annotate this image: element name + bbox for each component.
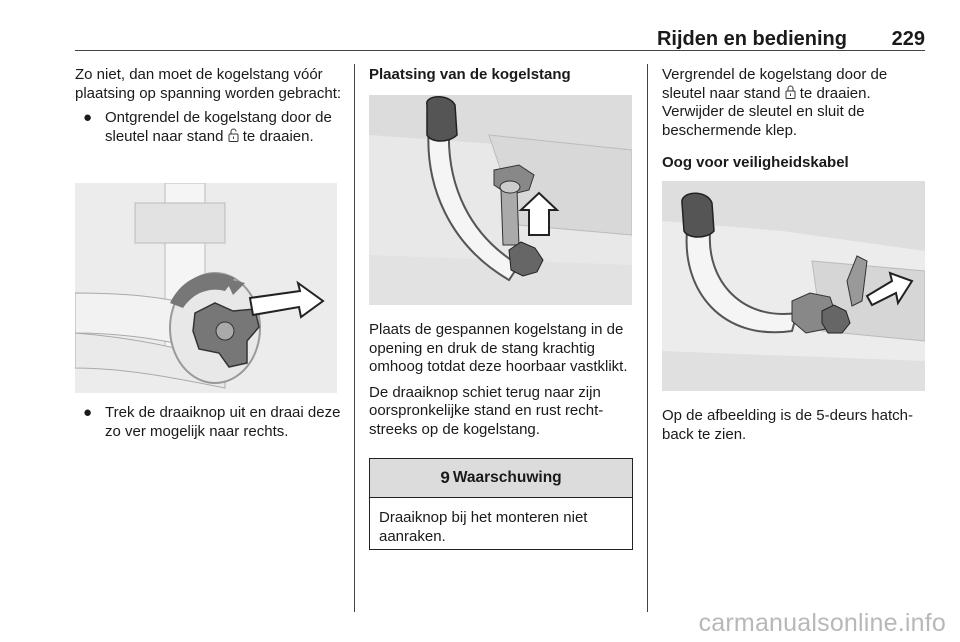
bullet-text-end: te draaien. bbox=[242, 127, 314, 145]
page-header bbox=[75, 0, 925, 51]
paragraph: Op de afbeelding is de 5-deurs hatchback te zien. bbox=[662, 407, 913, 443]
unlock-icon bbox=[228, 128, 239, 142]
bullet-text: Ontgrendel de kogelstang door de sleutel naar stand bbox=[105, 109, 332, 145]
page-title: Rijden en bediening bbox=[656, 28, 847, 50]
paragraph bbox=[662, 66, 922, 140]
bullet-item bbox=[75, 404, 345, 441]
page-number: 229 bbox=[891, 28, 925, 50]
warning-header bbox=[370, 459, 632, 498]
column-3-bottom bbox=[662, 407, 927, 444]
intro-paragraph: Zo niet, dan moet de kogelstang vóór plaatsing op spanning worden gebracht: bbox=[75, 66, 342, 102]
illustration-safety-eye bbox=[662, 181, 925, 391]
paragraph-text: Vergrendel de kogelstang door de sleutel naar stand bbox=[662, 66, 888, 102]
watermark: carmanualsonline.info bbox=[698, 609, 946, 637]
bullet-text: Trek de draaiknop uit en draai deze zo ver mogelijk naar rechts. bbox=[105, 404, 341, 440]
warning-title: Waarschuwing bbox=[452, 469, 562, 486]
paragraph: Plaats de gespannen kogelstang in de opening en druk de stang krachtig omhoog totdat deze hoorbaar vastklikt. bbox=[369, 321, 628, 375]
column-1 bbox=[75, 66, 345, 146]
bullet-item bbox=[75, 109, 345, 146]
warning-icon: 9 bbox=[440, 468, 450, 487]
column-2 bbox=[369, 66, 634, 85]
column-3 bbox=[662, 66, 922, 173]
illustration-knob bbox=[75, 183, 337, 393]
section-heading: Plaatsing van de kogelstang bbox=[369, 66, 571, 83]
column-2-text bbox=[369, 321, 635, 439]
warning-text: Draaiknop bij het monteren niet aanraken. bbox=[379, 509, 588, 545]
lock-icon bbox=[785, 85, 796, 99]
column-divider bbox=[647, 64, 648, 612]
warning-box bbox=[369, 458, 633, 550]
section-heading: Oog voor veiligheidskabel bbox=[662, 154, 849, 171]
paragraph: De draaiknop schiet terug naar zijn oorspronkelijke stand en rust rechtstreeks op de kogelstang. bbox=[369, 383, 604, 438]
illustration-mounting bbox=[369, 95, 632, 305]
column-1-bottom bbox=[75, 404, 345, 441]
bullet-dot: ● bbox=[83, 404, 93, 421]
paragraph-text-end: te draaien. Verwijder de sleutel en sluit de beschermende klep. bbox=[662, 84, 871, 139]
bullet-dot: ● bbox=[83, 109, 93, 126]
column-divider bbox=[354, 64, 355, 612]
